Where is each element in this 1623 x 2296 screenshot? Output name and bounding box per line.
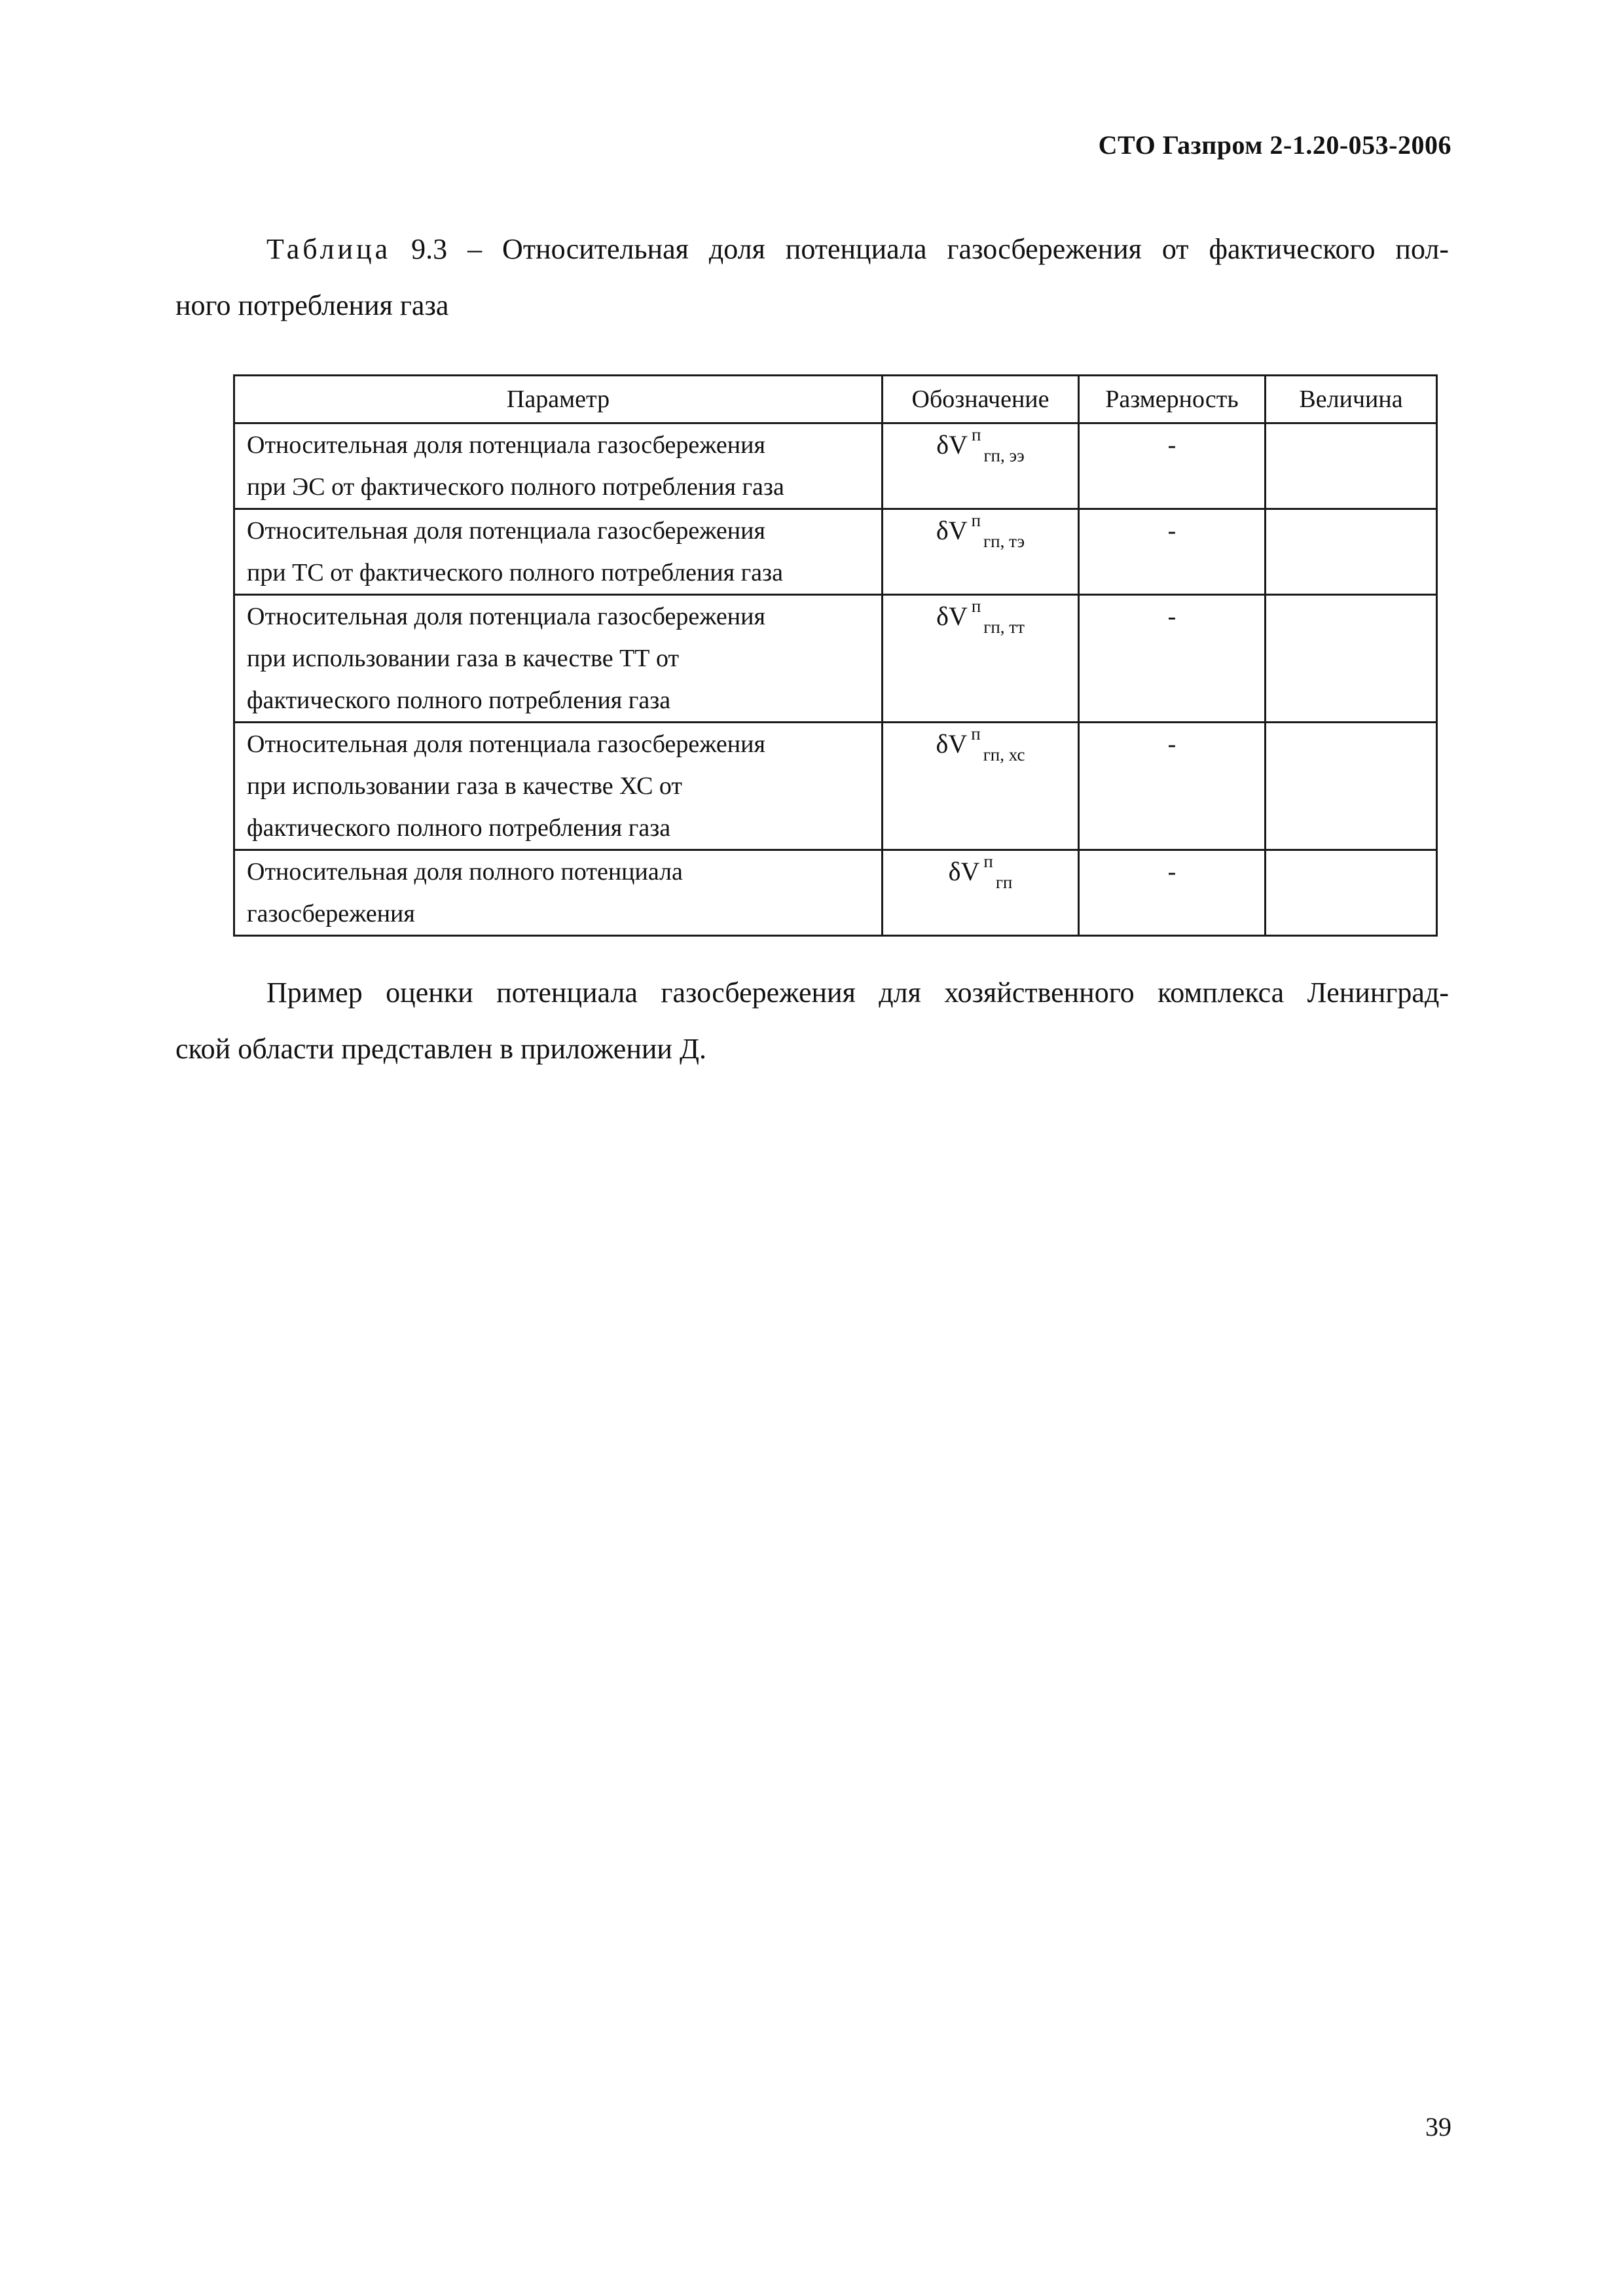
symbol-cell [883, 723, 1079, 850]
parameter-cell [234, 423, 883, 509]
parameter-line: Относительная доля потенциала газосбережения [247, 730, 765, 758]
table-row [234, 850, 1437, 936]
value-cell [1266, 423, 1437, 509]
dimension-cell: - [1079, 723, 1266, 850]
symbol-base: δV [936, 601, 968, 631]
table-row [234, 595, 1437, 723]
symbol-subscript: гп, тт [983, 617, 1025, 637]
caption-line-1-rest: 9.3 – Относительная доля потенциала газосбережения от фактического пол- [391, 233, 1449, 265]
page-number: 39 [1425, 2112, 1451, 2142]
header-value: Величина [1266, 376, 1437, 423]
parameter-cell [234, 509, 883, 595]
header-symbol: Обозначение [883, 376, 1079, 423]
dimension-cell: - [1079, 423, 1266, 509]
symbol-superscript: п [971, 724, 981, 744]
parameter-line: при ЭС от фактического полного потребления газа [247, 473, 784, 501]
parameters-table [233, 374, 1438, 937]
symbol-superscript: п [971, 511, 981, 530]
parameter-line: Относительная доля потенциала газосбережения [247, 431, 765, 459]
parameter-line: при использовании газа в качестве ХС от [247, 772, 683, 800]
header-parameter: Параметр [234, 376, 883, 423]
table-caption [175, 221, 1449, 334]
parameter-line: Относительная доля полного потенциала [247, 858, 683, 886]
symbol-base: δV [936, 430, 968, 459]
value-cell [1266, 723, 1437, 850]
caption-line-2: ного потребления газа [175, 289, 449, 321]
parameter-cell [234, 850, 883, 936]
document-code-header: СТО Газпром 2-1.20-053-2006 [1098, 130, 1451, 160]
parameter-line: фактического полного потребления газа [247, 814, 671, 842]
dimension-cell: - [1079, 850, 1266, 936]
parameter-cell [234, 723, 883, 850]
symbol-cell [883, 850, 1079, 936]
symbol-subscript: гп, хс [983, 745, 1025, 764]
header-dimension: Размерность [1079, 376, 1266, 423]
symbol-subscript: гп, ээ [983, 446, 1025, 465]
caption-line-1 [175, 221, 1449, 278]
symbol-subscript: гп [995, 872, 1013, 892]
parameter-line: при использовании газа в качестве ТТ от [247, 645, 680, 672]
parameter-line: газосбережения [247, 900, 415, 927]
symbol-base: δV [936, 729, 968, 759]
caption-label: Таблица [266, 233, 392, 265]
parameter-line: фактического полного потребления газа [247, 687, 671, 714]
value-cell [1266, 509, 1437, 595]
paragraph-line-2: ской области представлен в приложении Д. [175, 1033, 706, 1065]
parameter-line: при ТС от фактического полного потребления газа [247, 559, 783, 586]
paragraph-line-1: Пример оценки потенциала газосбережения для хозяйственного комплекса Ленинград- [266, 977, 1449, 1009]
table-header-row [234, 376, 1437, 423]
symbol-subscript: гп, тэ [983, 531, 1025, 551]
table-body [234, 423, 1437, 936]
value-cell [1266, 850, 1437, 936]
value-cell [1266, 595, 1437, 723]
dimension-cell: - [1079, 509, 1266, 595]
symbol-base: δV [936, 516, 968, 545]
table-row [234, 509, 1437, 595]
table-row [234, 723, 1437, 850]
symbol-cell [883, 509, 1079, 595]
parameter-cell [234, 595, 883, 723]
symbol-base: δV [948, 857, 980, 886]
symbol-superscript: п [971, 596, 981, 616]
table-row [234, 423, 1437, 509]
symbol-cell [883, 423, 1079, 509]
parameter-line: Относительная доля потенциала газосбережения [247, 517, 765, 545]
example-paragraph [175, 965, 1449, 1077]
symbol-superscript: п [983, 852, 993, 871]
symbol-superscript: п [972, 425, 981, 444]
symbol-cell [883, 595, 1079, 723]
dimension-cell: - [1079, 595, 1266, 723]
parameter-line: Относительная доля потенциала газосбережения [247, 603, 765, 630]
